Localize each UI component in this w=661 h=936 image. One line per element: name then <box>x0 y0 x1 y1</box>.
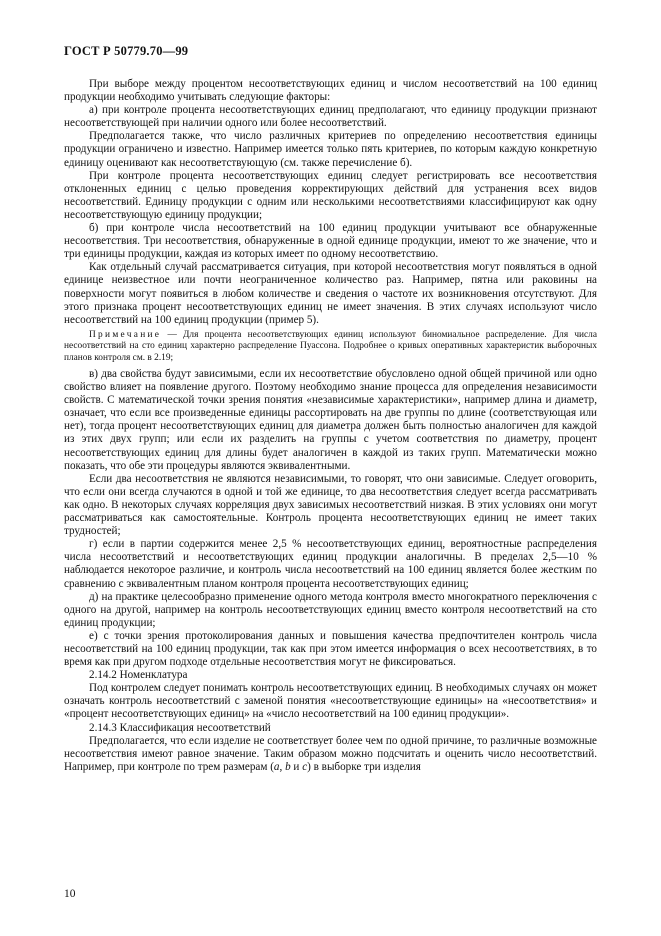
paragraph-dependent: Если два несоответствия не являются независимыми, то говорят, что они зависимые. Следует оговорить, что если они всегда случаются в одной и той же единице, то два несоответствия следует всегда рассматривать как одно. В некоторых случаях корреляция двух зависимых несоответствий низкая. В этих условиях они могут рассматриваться как самостоятельные. Контроль процента несоответствующих единиц не имеет таких трудностей; <box>64 472 597 538</box>
document-body <box>64 78 597 774</box>
paragraph-item-e: е) с точки зрения протоколирования данных и повышения качества предпочтителен контроль числа несоответствий на 100 единиц продукции, так как при этом имеется информация о всех несоответствиях, в то время как при другом подходе отдельные несоответствия могут не фиксироваться. <box>64 629 597 669</box>
paragraph-item-a: а) при контроле процента несоответствующих единиц предполагают, что единицу продукции признают несоответствующей при наличии одного или более несоответствий. <box>64 104 597 130</box>
section-text-2-14-3 <box>64 735 597 774</box>
section-text-2-14-3-start: Предполагается, что если изделие не соответствует более чем по одной причине, то различные возможные несоответствия имеют равное значение. Таким образом можно подсчитать и оценить число несоответствий. Например, при контроле по трем размерам ( <box>64 734 597 773</box>
variable-c: c <box>302 760 308 773</box>
paragraph-intro: При выборе между процентом несоответствующих единиц и числом несоответствий на 100 единиц продукции необходимо учитывать следующие факторы: <box>64 78 597 104</box>
section-title-2-14-3: 2.14.3 Классификация несоответствий <box>89 721 271 734</box>
section-text-2-14-2: Под контролем следует понимать контроль несоответствующих единиц. В необходимых случаях он может означать контроль несоответствий с заменой понятия «несоответствующие единицы» на «несоответствия» и «процент несоответствующих единиц» на «число несоответствий на 100 единиц продукции». <box>64 682 597 721</box>
note-text: — Для процента несоответствующих единиц используют биномиальное распределение. Для числа несоответствий на сто единиц характерно распределение Пуассона. Подробнее о кривых оперативных характеристик выборочных планов контроля см. в 2.19; <box>64 329 597 363</box>
paragraph-percent-control: При контроле процента несоответствующих единиц следует регистрировать все несоответствия отклоненных единиц с целью проведения корректирующих действий для устранения всех видов несоответствий. Единицу продукции с одним или несколькими несоответствиями классифицируют как одну несоответствующую единицу продукции; <box>64 169 597 221</box>
paragraph-special-case: Как отдельный случай рассматривается ситуация, при которой несоответствия могут появляться в одной единице неизвестное или почти неограниченное количество раз. Например, пятна или раковины на поверхности могут появиться в любом количестве и сведения о частоте их возникновения отсутствуют. Для этого признака процент несоответствующих единиц не имеет значения. В этих случаях используют число несоответствий на 100 единиц продукции (пример 5). <box>64 261 597 326</box>
note-label: Примечание <box>89 329 162 340</box>
paragraph-item-g: г) если в партии содержится менее 2,5 % несоответствующих единиц, вероятностные распределения числа несоответствий и несоответствующих единиц продукции аналогичны. В пределах 2,5—10 % наблюдается некоторое различие, и контроль числа несоответствий на 100 единиц является более жестким по сравнению с эквивалентным планом контроля процента несоответствующих единиц; <box>64 538 597 590</box>
note-paragraph <box>64 330 597 364</box>
separator-1: , <box>279 760 286 773</box>
variable-b: b <box>285 760 291 773</box>
page-number: 10 <box>64 888 76 900</box>
standard-header: ГОСТ Р 50779.70—99 <box>64 44 189 58</box>
section-text-2-14-3-end: ) в выборке три изделия <box>307 760 421 773</box>
paragraph-criteria: Предполагается также, что число различных критериев по определению несоответствия единицы продукции ограничено и известно. Например имеется только пять критериев, по которым каждую конкретную единицу оценивают как несоответствующую (см. также перечисление б). <box>64 130 597 169</box>
paragraph-item-b: б) при контроле числа несоответствий на 100 единиц продукции учитывают все обнаруженные несоответствия. Три несоответствия, обнаруженные в одной единице продукции, имеют то же значение, что и три единицы продукции, каждая из которых имеет по одному несоответствию. <box>64 222 597 261</box>
variable-a: a <box>273 760 280 773</box>
paragraph-item-d: д) на практике целесообразно применение одного метода контроля вместо многократного переключения с одного на другой, например на контроль несоответствующих единиц вместо контроля несоответствий на сто единиц продукции; <box>64 590 597 629</box>
paragraph-item-v: в) два свойства будут зависимыми, если их несоответствие обусловлено одной общей причиной или одно свойство влияет на появление другого. Поэтому необходимо знание процесса для определения независимости свойств. С математической точки зрения понятия «независимые характеристики», например длина и диаметр, означает, что если все произведенные единицы рассортировать на две группы по длине (соответствующая или нет), тогда процент несоответствующих единиц для диаметра должен быть полностью аналогичен для каждой из этих двух групп; или если их разделить на группы с учетом соответствия по диаметру, процент несоответствующих единиц для длины будет аналогичен в каждой из таких групп. Математически можно показать, что обе эти процедуры являются эквивалентными. <box>64 368 597 472</box>
section-title-2-14-2: 2.14.2 Номенклатура <box>89 669 188 682</box>
separator-2: и <box>290 760 303 773</box>
